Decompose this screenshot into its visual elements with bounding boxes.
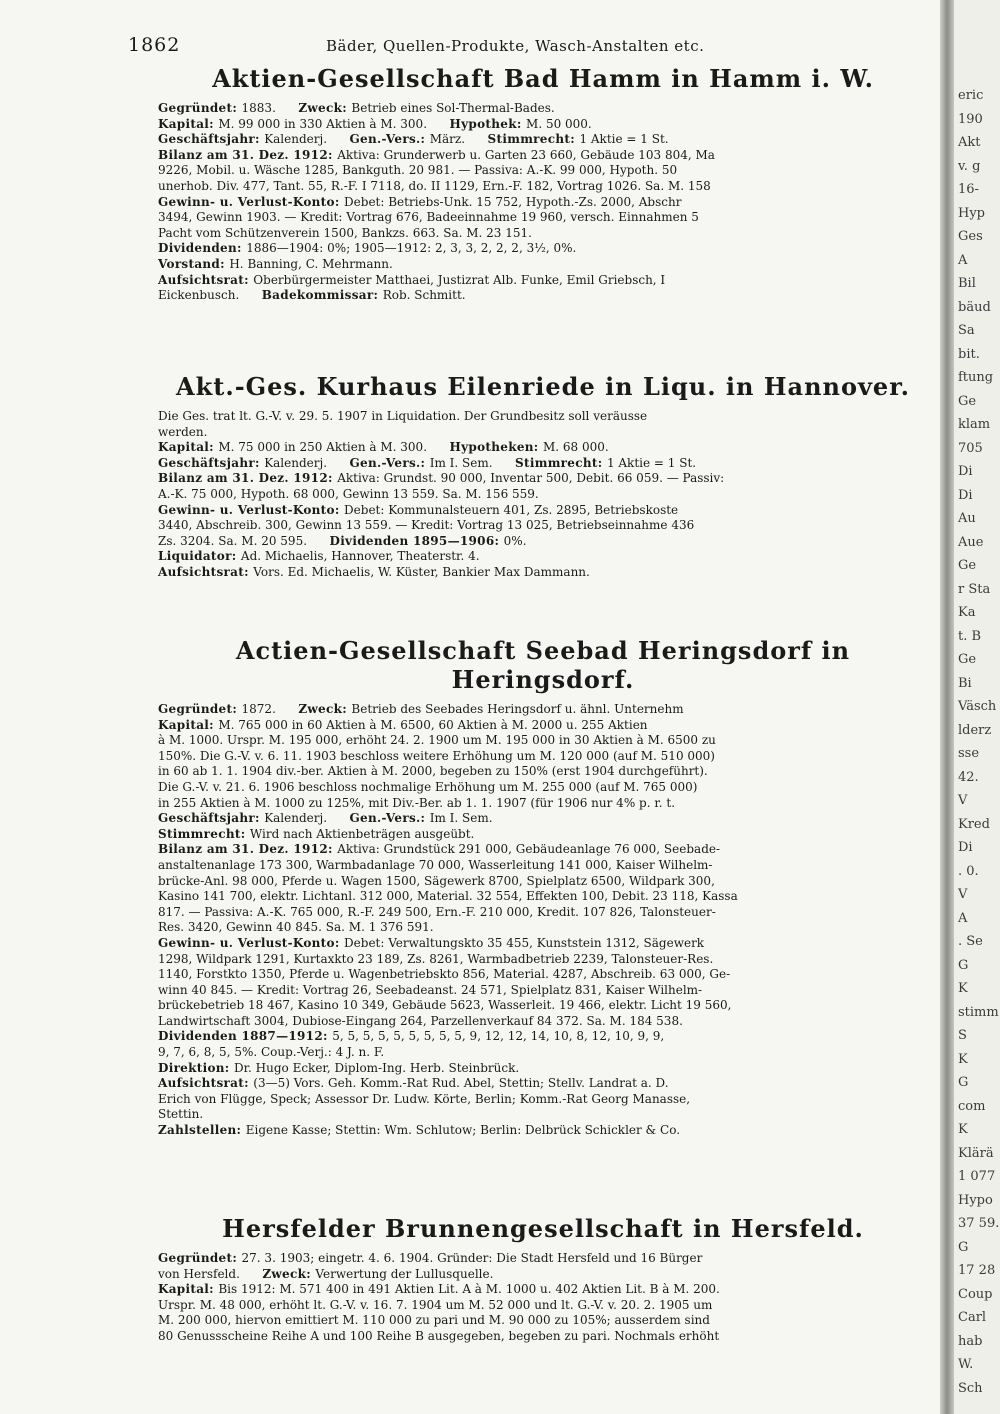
field-label: Bilanz am 31. Dez. 1912: bbox=[158, 471, 338, 486]
field-value: Wird nach Aktienbeträgen ausgeübt. bbox=[249, 826, 475, 841]
entry-line bbox=[158, 163, 928, 179]
field-label: Bilanz am 31. Dez. 1912: bbox=[158, 842, 338, 857]
entry-line bbox=[158, 1092, 928, 1108]
field-value: unerhob. Div. 477, Tant. 55, R.-F. I 7118, do. II 1129, Ern.-F. 182, Vortrag 1026. Sa. M. 158 bbox=[158, 178, 711, 193]
field-label: Vorstand: bbox=[158, 256, 230, 271]
right-page-fragment: Klärä bbox=[958, 1145, 994, 1161]
right-page-fragment: Akt bbox=[958, 135, 981, 150]
entry-line bbox=[158, 1313, 928, 1329]
entry-line bbox=[158, 796, 928, 812]
right-page-fragment: hab bbox=[958, 1333, 983, 1349]
right-page-fragment: Ka bbox=[958, 605, 976, 620]
field-value: M. 68 000. bbox=[542, 440, 609, 455]
entry-line bbox=[158, 565, 928, 581]
field-value: Rob. Schmitt. bbox=[382, 288, 466, 303]
right-page-fragment: Di bbox=[958, 464, 973, 479]
field-value: Kasino 141 700, elektr. Lichtanl. 312 000, Material. 32 554, Effekten 100, Debit. 23 118, Kassa bbox=[158, 889, 738, 904]
field-value: 1 Aktie = 1 St. bbox=[606, 455, 697, 470]
right-page-fragment: 16- bbox=[958, 182, 979, 197]
field-value: Die Ges. trat lt. G.-V. v. 29. 5. 1907 in Liquidation. Der Grundbesitz soll veräusse bbox=[158, 409, 648, 423]
running-header bbox=[128, 34, 838, 56]
right-page-fragment: K bbox=[958, 1122, 968, 1137]
entry-body bbox=[158, 101, 928, 304]
field-value: Betrieb eines Sol-Thermal-Bades. bbox=[351, 101, 555, 115]
entry-line bbox=[158, 117, 928, 133]
entry-line bbox=[158, 534, 928, 550]
right-page-fragment: 37 59. bbox=[958, 1216, 1000, 1231]
entry-line bbox=[158, 764, 928, 780]
entry-line bbox=[158, 487, 928, 503]
right-page-fragment: G bbox=[958, 1239, 969, 1255]
book-gutter bbox=[940, 0, 954, 1414]
right-page-fragment: r Sta bbox=[958, 581, 991, 597]
entry-line bbox=[158, 273, 928, 289]
right-page-fragment: bit. bbox=[958, 346, 980, 362]
field-value: (3—5) Vors. Geh. Komm.-Rat Rud. Abel, Stettin; Stellv. Landrat a. D. bbox=[253, 1076, 669, 1091]
field-value: 3494, Gewinn 1903. — Kredit: Vortrag 676, Badeeinnahme 19 960, versch. Einnahmen 5 bbox=[158, 210, 699, 225]
right-page-fragment: Di bbox=[958, 487, 973, 503]
field-label: Dividenden 1895—1906: bbox=[325, 533, 504, 548]
right-page-fragment: Aue bbox=[958, 534, 984, 550]
field-value: Kalenderj. bbox=[264, 811, 328, 826]
right-page-fragment: Au bbox=[958, 511, 976, 526]
field-value: 1140, Forstkto 1350, Pferde u. Wagenbetriebskto 856, Material. 4287, Abschreib. 63 000, Ge- bbox=[158, 967, 731, 982]
field-value: Oberbürgermeister Matthaei, Justizrat Alb. Funke, Emil Griebsch, I bbox=[253, 272, 666, 287]
field-value: Betrieb des Seebades Heringsdorf u. ähnl. Unternehm bbox=[351, 702, 684, 716]
entry-line bbox=[158, 288, 928, 304]
field-label: Gewinn- u. Verlust-Konto: bbox=[158, 935, 345, 950]
entry-line bbox=[158, 1014, 928, 1030]
entry-line bbox=[158, 936, 928, 952]
field-label: Aufsichtsrat: bbox=[158, 272, 254, 287]
field-value: Verwertung der Lullusquelle. bbox=[315, 1266, 494, 1281]
entry-line bbox=[158, 1267, 928, 1283]
field-value: 5, 5, 5, 5, 5, 5, 5, 5, 5, 9, 12, 12, 14, 10, 8, 12, 10, 9, 9, bbox=[332, 1029, 665, 1044]
field-label: Zahlstellen: bbox=[158, 1123, 246, 1138]
field-value: 1883. bbox=[241, 101, 276, 115]
entry-line bbox=[158, 456, 928, 472]
field-value: Debet: Kommunalsteuern 401, Zs. 2895, Betriebskoste bbox=[344, 502, 679, 517]
right-page-fragment: Bil bbox=[958, 276, 976, 291]
field-label: Zweck: bbox=[257, 1266, 316, 1281]
right-page-fragment: Hyp bbox=[958, 205, 986, 221]
right-page-fragment: Bi bbox=[958, 675, 972, 691]
entry-line bbox=[158, 827, 928, 843]
entry-title: Aktien-Gesellschaft Bad Hamm in Hamm i. W. bbox=[212, 64, 874, 93]
field-label: Gegründet: bbox=[158, 101, 242, 115]
field-value: Aktiva: Grundst. 90 000, Inventar 500, Debit. 66 059. — Passiv: bbox=[337, 471, 725, 486]
entry-line bbox=[158, 471, 928, 487]
field-label: Dividenden 1887—1912: bbox=[158, 1029, 333, 1044]
right-page-fragment: v. g bbox=[958, 158, 981, 174]
entry-line bbox=[158, 1251, 928, 1267]
field-value: 1872. bbox=[241, 702, 276, 716]
entry-line bbox=[158, 195, 928, 211]
field-value: Eigene Kasse; Stettin: Wm. Schlutow; Berlin: Delbrück Schickler & Co. bbox=[245, 1123, 681, 1138]
entry-line bbox=[158, 1329, 928, 1345]
entry-line bbox=[158, 1282, 928, 1298]
entry-line bbox=[158, 425, 928, 441]
field-value: Dr. Hugo Ecker, Diplom-Ing. Herb. Steinbrück. bbox=[233, 1060, 520, 1075]
field-label: Zweck: bbox=[293, 702, 352, 716]
field-label: Aufsichtsrat: bbox=[158, 564, 254, 579]
field-value: 9, 7, 6, 8, 5, 5%. Coup.-Verj.: 4 J. n. F. bbox=[158, 1045, 385, 1060]
field-value: Aktiva: Grunderwerb u. Garten 23 660, Gebäude 103 804, Ma bbox=[337, 147, 715, 162]
field-value: Bis 1912: M. 571 400 in 491 Aktien Lit. A à M. 1000 u. 402 Aktien Lit. B à M. 200. bbox=[218, 1282, 720, 1297]
field-label: Kapital: bbox=[158, 717, 219, 732]
right-page-fragment: Kred bbox=[958, 816, 990, 832]
right-page-fragment: G bbox=[958, 1075, 969, 1090]
field-value: Die G.-V. v. 21. 6. 1906 beschloss nochmalige Erhöhung um M. 255 000 (auf M. 765 000) bbox=[158, 779, 698, 794]
field-label: Geschäftsjahr: bbox=[158, 811, 265, 826]
entry-line bbox=[158, 226, 928, 242]
entry-bad-hamm bbox=[158, 64, 928, 304]
right-page-edge bbox=[954, 0, 1000, 1414]
field-label: Zweck: bbox=[293, 101, 352, 115]
right-page-fragment: Sch bbox=[958, 1380, 983, 1396]
entry-title: Hersfelder Brunnengesellschaft in Hersfeld. bbox=[222, 1214, 864, 1243]
field-value: M. 50 000. bbox=[526, 116, 592, 131]
field-label: Dividenden: bbox=[158, 241, 247, 256]
right-page-fragment: A bbox=[958, 910, 968, 926]
field-label: Gegründet: bbox=[158, 1251, 242, 1265]
field-value: anstaltenanlage 173 300, Warmbadanlage 70 000, Wasserleitung 141 000, Kaiser Wilhelm- bbox=[158, 857, 713, 872]
right-page-fragment: Ge bbox=[958, 393, 977, 409]
field-value: Stettin. bbox=[158, 1107, 204, 1122]
field-value: H. Banning, C. Mehrmann. bbox=[229, 256, 393, 271]
right-page-fragment: klam bbox=[958, 417, 991, 432]
right-page-fragment: Ge bbox=[958, 652, 977, 667]
entry-line bbox=[158, 518, 928, 534]
field-value: brücke-Anl. 98 000, Pferde u. Wagen 1500, Sägewerk 8700, Spielplatz 6500, Wildpark 300, bbox=[158, 873, 715, 888]
field-value: Landwirtschaft 3004, Dubiose-Eingang 264, Parzellenverkauf 84 372. Sa. M. 184 538. bbox=[158, 1013, 683, 1028]
field-value: 1298, Wildpark 1291, Kurtaxkto 23 189, Zs. 8261, Warmbadbetrieb 2239, Talonsteuer-Res. bbox=[158, 951, 714, 966]
field-value: 0%. bbox=[503, 533, 527, 548]
right-page-fragment: 190 bbox=[958, 111, 983, 127]
field-label: Aufsichtsrat: bbox=[158, 1076, 254, 1091]
right-page-fragment: sse bbox=[958, 746, 980, 761]
field-value: winn 40 845. — Kredit: Vortrag 26, Seebadeanst. 24 571, Spielplatz 831, Kaiser Wilhelm- bbox=[158, 982, 703, 997]
right-page-fragment: 1 077 bbox=[958, 1169, 996, 1184]
field-value: Debet: Verwaltungskto 35 455, Kunststein 1312, Sägewerk bbox=[344, 935, 705, 950]
field-value: 1 Aktie = 1 St. bbox=[579, 132, 669, 147]
right-page-fragment: Sa bbox=[958, 323, 975, 338]
entry-line bbox=[158, 811, 928, 827]
right-page-fragment: V bbox=[958, 793, 968, 808]
field-value: in 60 ab 1. 1. 1904 div.-ber. Aktien à M. 2000, begeben zu 150% (erst 1904 durchgeführt). bbox=[158, 764, 708, 779]
field-value: Ad. Michaelis, Hannover, Theaterstr. 4. bbox=[240, 549, 480, 564]
field-value: in 255 Aktien à M. 1000 zu 125%, mit Div.-Ber. ab 1. 1. 1907 (für 1906 nur 4% p. r. t. bbox=[158, 795, 676, 810]
field-value: M. 200 000, hiervon emittiert M. 110 000 zu pari und M. 90 000 zu 105%; ausserdem sind bbox=[158, 1313, 710, 1328]
entry-line bbox=[158, 1298, 928, 1314]
field-value: M. 765 000 in 60 Aktien à M. 6500, 60 Aktien à M. 2000 u. 255 Aktien bbox=[218, 717, 648, 732]
entry-line bbox=[158, 733, 928, 749]
right-page-fragment: 705 bbox=[958, 440, 983, 456]
field-value: A.-K. 75 000, Hypoth. 68 000, Gewinn 13 559. Sa. M. 156 559. bbox=[158, 486, 539, 501]
right-page-fragment: A bbox=[958, 252, 968, 268]
right-page-fragment: V bbox=[958, 887, 968, 902]
right-page-fragment: K bbox=[958, 981, 968, 996]
entry-line bbox=[158, 858, 928, 874]
right-page-fragment: stimm bbox=[958, 1004, 999, 1020]
entry-body bbox=[158, 1251, 928, 1345]
field-label: Hypotheken: bbox=[445, 440, 543, 455]
entry-line bbox=[158, 905, 928, 921]
right-page-fragment: eric bbox=[958, 88, 984, 103]
field-value: werden. bbox=[158, 424, 208, 439]
entry-line bbox=[158, 874, 928, 890]
field-value: 80 Genussscheine Reihe A und 100 Reihe B ausgegeben, begeben zu pari. Nochmals erhöht bbox=[158, 1328, 720, 1343]
entry-line bbox=[158, 1123, 928, 1139]
entry-line bbox=[158, 749, 928, 765]
field-label: Stimmrecht: bbox=[158, 826, 250, 841]
entry-line bbox=[158, 983, 928, 999]
right-page-fragment: S bbox=[958, 1028, 967, 1043]
field-value: Kalenderj. bbox=[264, 455, 328, 470]
field-label: Geschäftsjahr: bbox=[158, 455, 265, 470]
field-value: 150%. Die G.-V. v. 6. 11. 1903 beschloss weitere Erhöhung um M. 120 000 (auf M. 510 000) bbox=[158, 748, 715, 763]
right-page-fragment: Carl bbox=[958, 1310, 987, 1325]
field-label: Gewinn- u. Verlust-Konto: bbox=[158, 194, 345, 209]
page-number: 1862 bbox=[128, 34, 181, 56]
entry-hersfelder-brunnen bbox=[158, 1214, 928, 1345]
field-label: Stimmrecht: bbox=[483, 132, 580, 147]
entry-line bbox=[158, 702, 928, 718]
entry-body bbox=[158, 702, 928, 1139]
running-title: Bäder, Quellen-Produkte, Wasch-Anstalten etc. bbox=[326, 37, 705, 55]
right-page-fragment: Ge bbox=[958, 558, 977, 573]
entry-line bbox=[158, 241, 928, 257]
entry-title: Actien-Gesellschaft Seebad Heringsdorf in Heringsdorf. bbox=[235, 636, 851, 694]
right-page-fragment: bäud bbox=[958, 299, 991, 315]
field-label: Gen.-Vers.: bbox=[345, 132, 430, 147]
entry-line bbox=[158, 210, 928, 226]
right-page-fragment: 17 28 bbox=[958, 1263, 996, 1278]
entry-line bbox=[158, 952, 928, 968]
field-label: Geschäftsjahr: bbox=[158, 132, 265, 147]
field-value: Erich von Flügge, Speck; Assessor Dr. Ludw. Körte, Berlin; Komm.-Rat Georg Manasse, bbox=[158, 1091, 691, 1106]
field-label: Gen.-Vers.: bbox=[345, 455, 430, 470]
field-value: Kalenderj. bbox=[264, 132, 328, 147]
right-page-fragment: com bbox=[958, 1098, 986, 1114]
field-label: Gewinn- u. Verlust-Konto: bbox=[158, 502, 345, 517]
field-value: Im I. Sem. bbox=[429, 811, 493, 826]
field-value: von Hersfeld. bbox=[158, 1266, 240, 1281]
field-label: Badekommissar: bbox=[257, 288, 383, 303]
field-value: Debet: Betriebs-Unk. 15 752, Hypoth.-Zs. 2000, Abschr bbox=[344, 194, 682, 209]
entry-line bbox=[158, 440, 928, 456]
right-page-fragment: G bbox=[958, 957, 969, 973]
entry-line bbox=[158, 132, 928, 148]
right-page-fragment: 42. bbox=[958, 769, 979, 785]
right-page-fragment: Coup bbox=[958, 1286, 993, 1302]
entry-line bbox=[158, 967, 928, 983]
right-page-fragment: Hypo bbox=[958, 1192, 993, 1208]
entry-line bbox=[158, 101, 928, 117]
entry-line bbox=[158, 718, 928, 734]
entry-kurhaus-eilenriede bbox=[158, 372, 928, 581]
field-value: à M. 1000. Urspr. M. 195 000, erhöht 24. 2. 1900 um M. 195 000 in 30 Aktien à M. 6500 zu bbox=[158, 733, 716, 748]
field-value: März. bbox=[429, 132, 466, 147]
right-page-fragment: Ges bbox=[958, 229, 983, 244]
field-label: Gegründet: bbox=[158, 702, 242, 716]
entry-line bbox=[158, 503, 928, 519]
field-label: Kapital: bbox=[158, 440, 219, 455]
field-label: Kapital: bbox=[158, 116, 219, 131]
entry-line bbox=[158, 998, 928, 1014]
right-page-fragment: lderz bbox=[958, 722, 992, 738]
right-page-fragment: . 0. bbox=[958, 863, 979, 879]
field-label: Bilanz am 31. Dez. 1912: bbox=[158, 147, 338, 162]
entry-line bbox=[158, 1076, 928, 1092]
right-page-fragment: . Se bbox=[958, 934, 983, 949]
right-page-fragment: t. B bbox=[958, 628, 982, 644]
entry-line bbox=[158, 179, 928, 195]
field-value: Urspr. M. 48 000, erhöht lt. G.-V. v. 16. 7. 1904 um M. 52 000 und lt. G.-V. v. 20. 2. 1905 um bbox=[158, 1297, 713, 1312]
entry-line bbox=[158, 1107, 928, 1123]
field-value: Eickenbusch. bbox=[158, 288, 240, 303]
field-value: Im I. Sem. bbox=[429, 455, 493, 470]
field-label: Kapital: bbox=[158, 1282, 219, 1297]
entry-line bbox=[158, 1045, 928, 1061]
entry-line bbox=[158, 889, 928, 905]
entry-line bbox=[158, 780, 928, 796]
field-value: 817. — Passiva: A.-K. 765 000, R.-F. 249 500, Ern.-F. 210 000, Kredit. 107 826, Talonsteuer- bbox=[158, 904, 716, 919]
right-page-fragment: K bbox=[958, 1051, 968, 1067]
field-value: brückebetrieb 18 467, Kasino 10 349, Gebäude 5623, Wasserleit. 19 466, elektr. Licht 19 560, bbox=[158, 998, 732, 1013]
field-value: 3440, Abschreib. 300, Gewinn 13 559. — Kredit: Vortrag 13 025, Betriebseinnahme 436 bbox=[158, 518, 695, 533]
entry-line bbox=[158, 148, 928, 164]
field-value: Pacht vom Schützenverein 1500, Bankzs. 663. Sa. M. 23 151. bbox=[158, 225, 532, 240]
right-page-fragment: Di bbox=[958, 840, 973, 855]
field-value: 1886—1904: 0%; 1905—1912: 2, 3, 3, 2, 2, 2, 3½, 0%. bbox=[246, 241, 577, 256]
entry-line bbox=[158, 549, 928, 565]
field-value: Zs. 3204. Sa. M. 20 595. bbox=[158, 533, 308, 548]
entry-line bbox=[158, 920, 928, 936]
right-page-fragment: Väsch bbox=[958, 699, 997, 714]
field-label: Gen.-Vers.: bbox=[345, 811, 430, 826]
entry-line bbox=[158, 842, 928, 858]
field-value: 9226, Mobil. u. Wäsche 1285, Bankguth. 20 981. — Passiva: A.-K. 99 000, Hypoth. 50 bbox=[158, 163, 678, 178]
field-label: Hypothek: bbox=[445, 116, 527, 131]
field-value: M. 75 000 in 250 Aktien à M. 300. bbox=[218, 440, 428, 455]
field-value: Vors. Ed. Michaelis, W. Küster, Bankier Max Dammann. bbox=[253, 564, 590, 579]
field-value: Aktiva: Grundstück 291 000, Gebäudeanlage 76 000, Seebade- bbox=[337, 842, 721, 857]
field-label: Liquidator: bbox=[158, 549, 241, 564]
entry-seebad-heringsdorf bbox=[158, 636, 928, 1139]
entry-line bbox=[158, 409, 928, 425]
field-value: M. 99 000 in 330 Aktien à M. 300. bbox=[218, 116, 428, 131]
field-value: 27. 3. 1903; eingetr. 4. 6. 1904. Gründer: Die Stadt Hersfeld und 16 Bürger bbox=[241, 1251, 703, 1265]
entry-line bbox=[158, 1061, 928, 1077]
entry-title: Akt.-Ges. Kurhaus Eilenriede in Liqu. in Hannover. bbox=[176, 372, 910, 401]
field-value: Res. 3420, Gewinn 40 845. Sa. M. 1 376 591. bbox=[158, 920, 434, 935]
entry-line bbox=[158, 257, 928, 273]
field-label: Direktion: bbox=[158, 1060, 234, 1075]
right-page-fragment: W. bbox=[958, 1357, 974, 1372]
field-label: Stimmrecht: bbox=[510, 455, 607, 470]
entry-line bbox=[158, 1029, 928, 1045]
entry-body bbox=[158, 409, 928, 581]
right-page-fragment: ftung bbox=[958, 370, 994, 385]
